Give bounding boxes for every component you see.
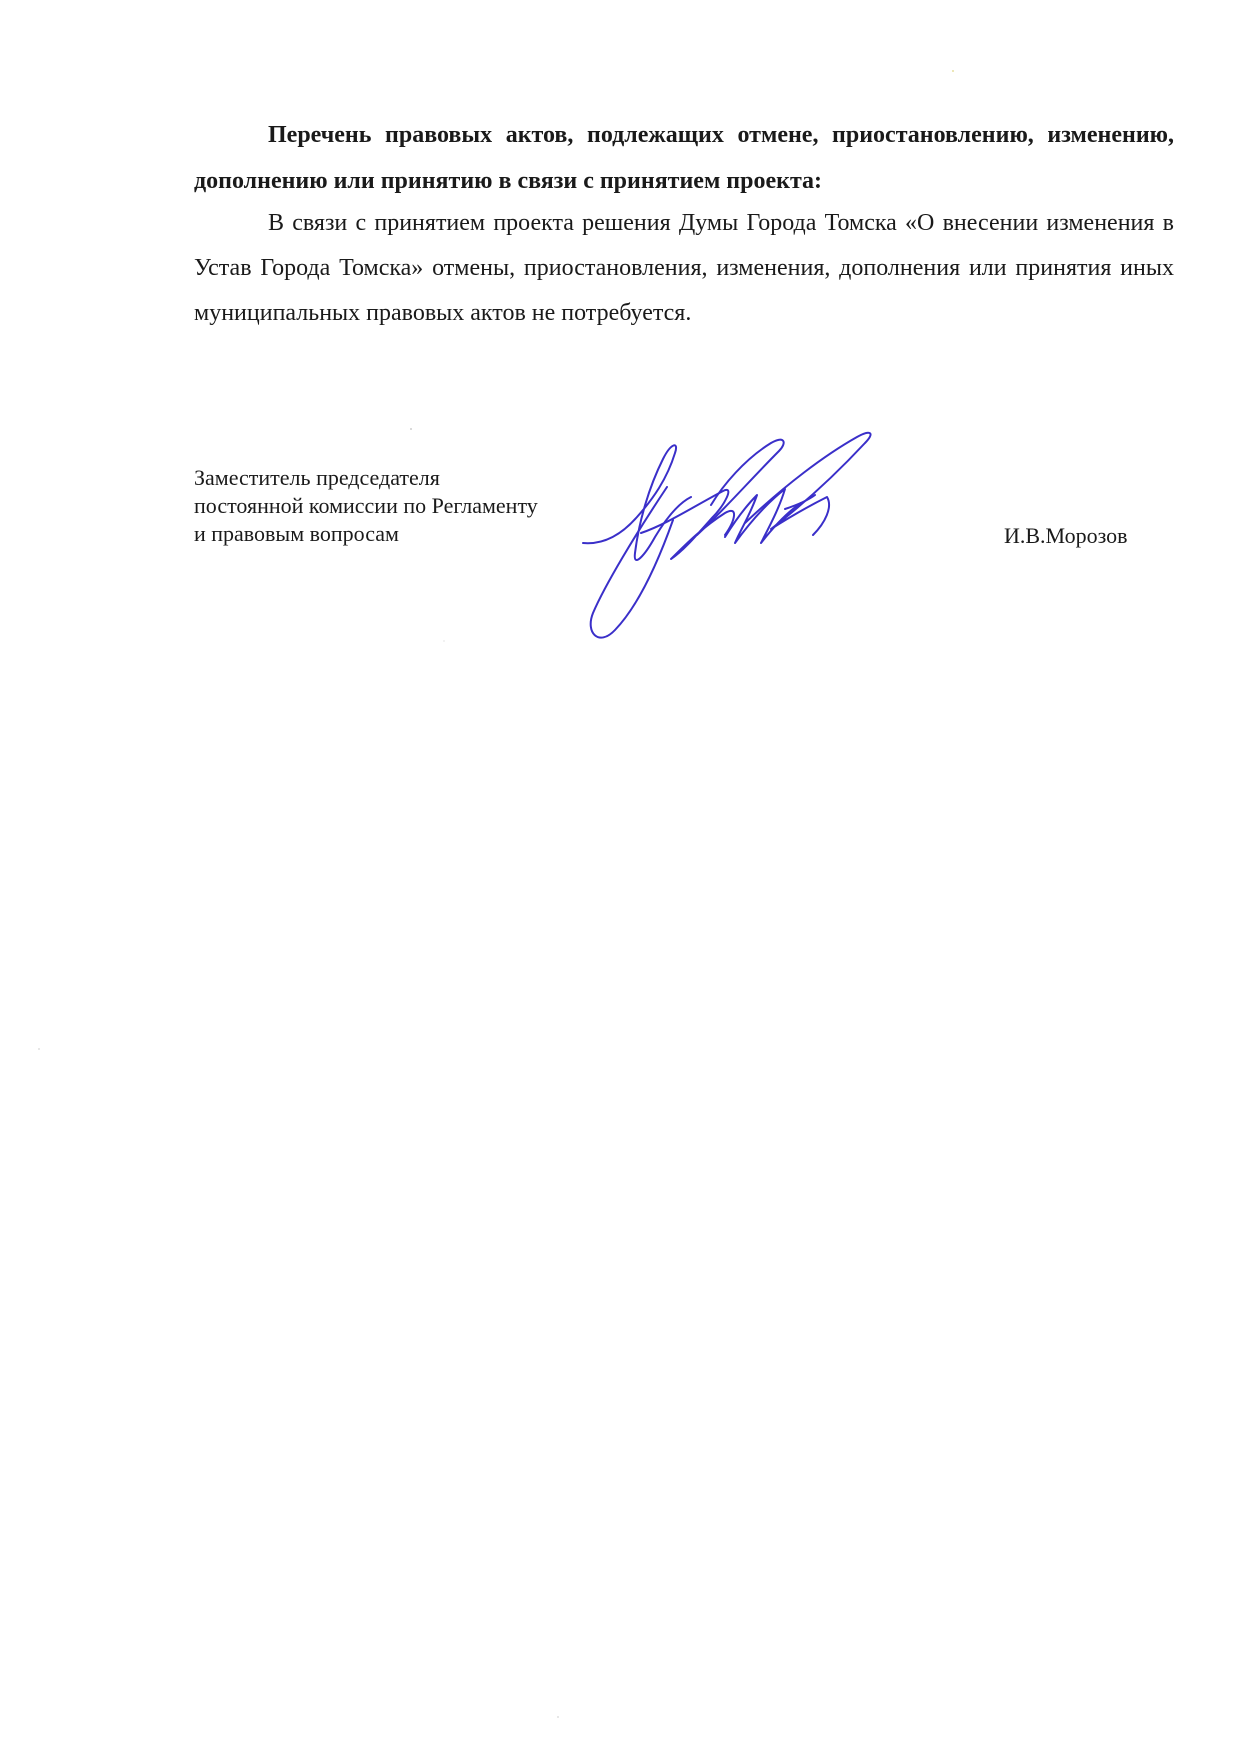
signature-stroke-main xyxy=(583,445,691,560)
signature-stroke-tick xyxy=(785,495,815,509)
scan-speck xyxy=(443,640,445,642)
scan-speck xyxy=(410,428,412,430)
scan-speck xyxy=(38,1048,40,1050)
scan-speck xyxy=(952,70,954,72)
signature-stroke-zigzag xyxy=(725,489,801,543)
signer-position-line-1: Заместитель председателя xyxy=(194,465,440,490)
document-paragraph: В связи с принятием проекта решения Думы Города Томска «О внесении изменения в Устав Города Томска» отмены, приостановления, изменения, дополнения или принятия иных муниципальных правовых актов не потребуется. xyxy=(194,210,1174,326)
signature-stroke-loop xyxy=(591,487,673,638)
scan-speck xyxy=(557,1716,559,1718)
signer-position-line-3: и правовым вопросам xyxy=(194,521,399,546)
signer-position-line-2: постоянной комиссии по Регламенту xyxy=(194,493,538,518)
signature-stroke-middle xyxy=(641,490,734,559)
document-heading: Перечень правовых актов, подлежащих отмене, приостановлению, изменению, дополнению или принятию в связи с принятием проекта: xyxy=(194,122,1174,194)
handwritten-signature xyxy=(575,425,945,655)
signer-position xyxy=(194,464,614,548)
signer-name: И.В.Морозов xyxy=(1004,523,1128,548)
